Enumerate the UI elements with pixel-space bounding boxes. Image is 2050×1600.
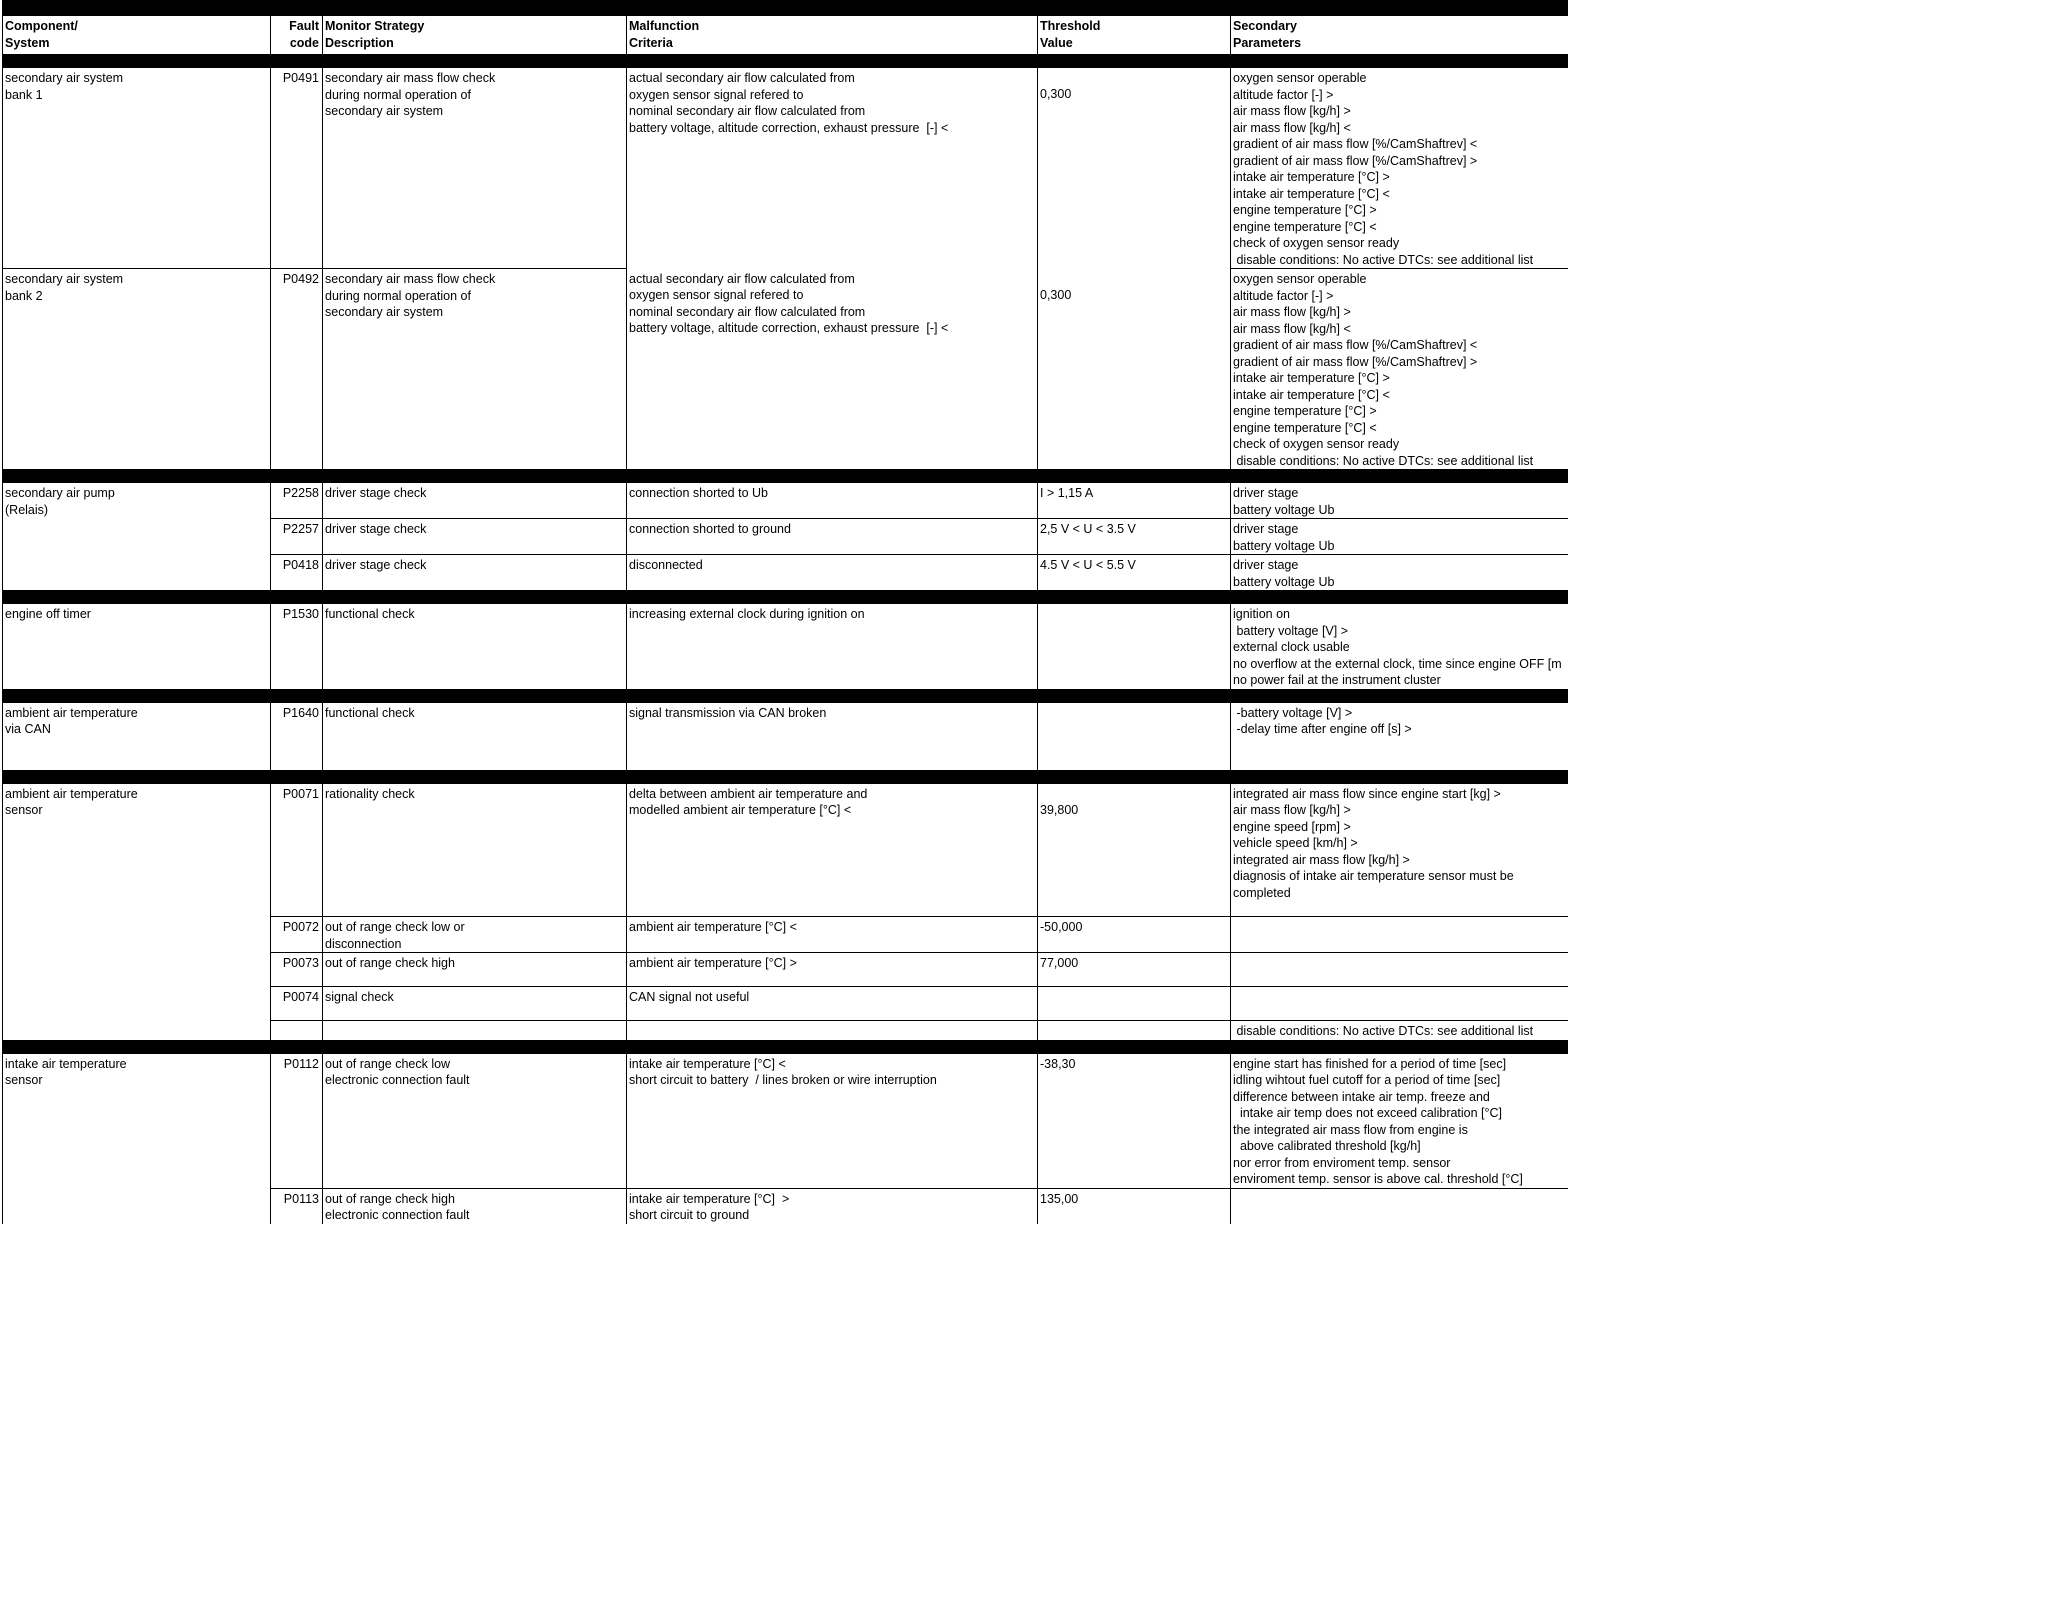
fault-code-cell: P1640	[271, 703, 323, 770]
malfunction-criteria-cell: disconnected	[627, 555, 1038, 591]
fault-code-cell: P0491	[271, 68, 323, 269]
secondary-parameters-cell	[1231, 1188, 1569, 1224]
secondary-parameters-cell: driver stage battery voltage Ub	[1231, 519, 1569, 555]
secondary-parameters-cell: oxygen sensor operable altitude factor [-] > air mass flow [kg/h] > air mass flow [kg/h] < gradient of air mass flow [%/CamShaftrev] < gradient of air mass flow [%/CamShaftrev] > intake air temperature [°C] > intake air temperature [°C] < engine temperature [°C] > engine temperature [°C] < check of oxygen sensor ready disable conditions: No active DTCs: see additional list	[1231, 269, 1569, 470]
component-cell: ambient air temperature via CAN	[3, 703, 271, 770]
monitor-strategy-cell: driver stage check	[323, 483, 627, 519]
secondary-parameters-cell: disable conditions: No active DTCs: see additional list	[1231, 1021, 1569, 1040]
obd-monitor-table	[2, 0, 1568, 1224]
secondary-parameters-cell	[1231, 953, 1569, 987]
threshold-value-cell: 2,5 V < U < 3.5 V	[1038, 519, 1231, 555]
malfunction-criteria-cell: signal transmission via CAN broken	[627, 703, 1038, 770]
component-cell: intake air temperature sensor	[3, 1054, 271, 1225]
secondary-parameters-cell: ignition on battery voltage [V] > external clock usable no overflow at the external clock, time since engine OFF [m no power fail at the instrument cluster	[1231, 604, 1569, 689]
table-row	[3, 269, 1569, 470]
section-separator	[3, 689, 1569, 703]
secondary-parameters-cell	[1231, 917, 1569, 953]
table-row	[3, 604, 1569, 689]
table-row	[3, 483, 1569, 519]
component-cell: secondary air system bank 1	[3, 68, 271, 269]
monitor-strategy-cell: out of range check high electronic connection fault	[323, 1188, 627, 1224]
threshold-value-cell: 135,00	[1038, 1188, 1231, 1224]
component-cell: secondary air pump (Relais)	[3, 483, 271, 590]
header-fault-code: Fault code	[271, 16, 323, 54]
fault-code-cell	[271, 1021, 323, 1040]
table-header-row	[3, 16, 1569, 54]
malfunction-criteria-cell: ambient air temperature [°C] >	[627, 953, 1038, 987]
threshold-value-cell: 77,000	[1038, 953, 1231, 987]
monitor-strategy-cell: secondary air mass flow check during normal operation of secondary air system	[323, 68, 627, 269]
section-separator	[3, 590, 1569, 604]
fault-code-cell: P2258	[271, 483, 323, 519]
secondary-parameters-cell: driver stage battery voltage Ub	[1231, 483, 1569, 519]
threshold-value-cell: 39,800	[1038, 784, 1231, 917]
fault-code-cell: P0072	[271, 917, 323, 953]
monitor-strategy-cell: out of range check high	[323, 953, 627, 987]
monitor-strategy-cell: functional check	[323, 703, 627, 770]
threshold-value-cell: 0,300	[1038, 68, 1231, 269]
monitor-strategy-cell: out of range check low electronic connection fault	[323, 1054, 627, 1189]
malfunction-criteria-cell	[627, 1021, 1038, 1040]
malfunction-criteria-cell: ambient air temperature [°C] <	[627, 917, 1038, 953]
fault-code-cell: P0074	[271, 987, 323, 1021]
section-separator	[3, 1040, 1569, 1054]
fault-code-cell: P0418	[271, 555, 323, 591]
malfunction-criteria-cell: intake air temperature [°C] > short circuit to ground	[627, 1188, 1038, 1224]
fault-code-cell: P0113	[271, 1188, 323, 1224]
monitor-strategy-cell: rationality check	[323, 784, 627, 917]
threshold-value-cell	[1038, 1021, 1231, 1040]
secondary-parameters-cell: driver stage battery voltage Ub	[1231, 555, 1569, 591]
table-row	[3, 68, 1569, 269]
secondary-parameters-cell: engine start has finished for a period of time [sec] idling wihtout fuel cutoff for a period of time [sec] difference between intake air temp. freeze and intake air temp does not exceed calibration [°C] the integrated air mass flow from engine is above calibrated threshold [kg/h] nor error from enviroment temp. sensor enviroment temp. sensor is above cal. threshold [°C]	[1231, 1054, 1569, 1189]
monitor-strategy-cell: secondary air mass flow check during normal operation of secondary air system	[323, 269, 627, 470]
table-row	[3, 1054, 1569, 1189]
section-separator	[3, 469, 1569, 483]
fault-code-cell: P1530	[271, 604, 323, 689]
fault-code-cell: P0071	[271, 784, 323, 917]
header-threshold-value: Threshold Value	[1038, 16, 1231, 54]
fault-code-cell: P0073	[271, 953, 323, 987]
malfunction-criteria-cell: intake air temperature [°C] < short circuit to battery / lines broken or wire interruption	[627, 1054, 1038, 1189]
secondary-parameters-cell: integrated air mass flow since engine start [kg] > air mass flow [kg/h] > engine speed [rpm] > vehicle speed [km/h] > integrated air mass flow [kg/h] > diagnosis of intake air temperature sensor must be completed	[1231, 784, 1569, 917]
secondary-parameters-cell	[1231, 987, 1569, 1021]
malfunction-criteria-cell: delta between ambient air temperature and modelled ambient air temperature [°C] <	[627, 784, 1038, 917]
threshold-value-cell	[1038, 987, 1231, 1021]
threshold-value-cell: 4.5 V < U < 5.5 V	[1038, 555, 1231, 591]
fault-code-cell: P2257	[271, 519, 323, 555]
threshold-value-cell: -50,000	[1038, 917, 1231, 953]
secondary-parameters-cell: -battery voltage [V] > -delay time after engine off [s] >	[1231, 703, 1569, 770]
malfunction-criteria-cell: actual secondary air flow calculated from oxygen sensor signal refered to nominal secondary air flow calculated from battery voltage, altitude correction, exhaust pressure [-] <	[627, 68, 1038, 269]
malfunction-criteria-cell: CAN signal not useful	[627, 987, 1038, 1021]
malfunction-criteria-cell: actual secondary air flow calculated from oxygen sensor signal refered to nominal secondary air flow calculated from battery voltage, altitude correction, exhaust pressure [-] <	[627, 269, 1038, 470]
malfunction-criteria-cell: connection shorted to ground	[627, 519, 1038, 555]
component-cell: secondary air system bank 2	[3, 269, 271, 470]
component-cell: ambient air temperature sensor	[3, 784, 271, 1040]
header-secondary-parameters: Secondary Parameters	[1231, 16, 1569, 54]
threshold-value-cell	[1038, 703, 1231, 770]
top-black-bar	[3, 0, 1569, 16]
monitor-strategy-cell: signal check	[323, 987, 627, 1021]
fault-code-cell: P0492	[271, 269, 323, 470]
section-separator	[3, 770, 1569, 784]
table-row	[3, 784, 1569, 917]
fault-code-cell: P0112	[271, 1054, 323, 1189]
monitor-strategy-cell: driver stage check	[323, 555, 627, 591]
component-cell: engine off timer	[3, 604, 271, 689]
threshold-value-cell	[1038, 604, 1231, 689]
threshold-value-cell: -38,30	[1038, 1054, 1231, 1189]
threshold-value-cell: I > 1,15 A	[1038, 483, 1231, 519]
monitor-strategy-cell	[323, 1021, 627, 1040]
section-separator	[3, 54, 1569, 68]
header-monitor-strategy: Monitor Strategy Description	[323, 16, 627, 54]
header-component: Component/ System	[3, 16, 271, 54]
monitor-strategy-cell: out of range check low or disconnection	[323, 917, 627, 953]
threshold-value-cell: 0,300	[1038, 269, 1231, 470]
monitor-strategy-cell: functional check	[323, 604, 627, 689]
secondary-parameters-cell: oxygen sensor operable altitude factor [-] > air mass flow [kg/h] > air mass flow [kg/h] < gradient of air mass flow [%/CamShaftrev] < gradient of air mass flow [%/CamShaftrev] > intake air temperature [°C] > intake air temperature [°C] < engine temperature [°C] > engine temperature [°C] < check of oxygen sensor ready disable conditions: No active DTCs: see additional list	[1231, 68, 1569, 269]
monitor-strategy-cell: driver stage check	[323, 519, 627, 555]
table-row	[3, 703, 1569, 770]
malfunction-criteria-cell: increasing external clock during ignition on	[627, 604, 1038, 689]
malfunction-criteria-cell: connection shorted to Ub	[627, 483, 1038, 519]
header-malfunction-criteria: Malfunction Criteria	[627, 16, 1038, 54]
